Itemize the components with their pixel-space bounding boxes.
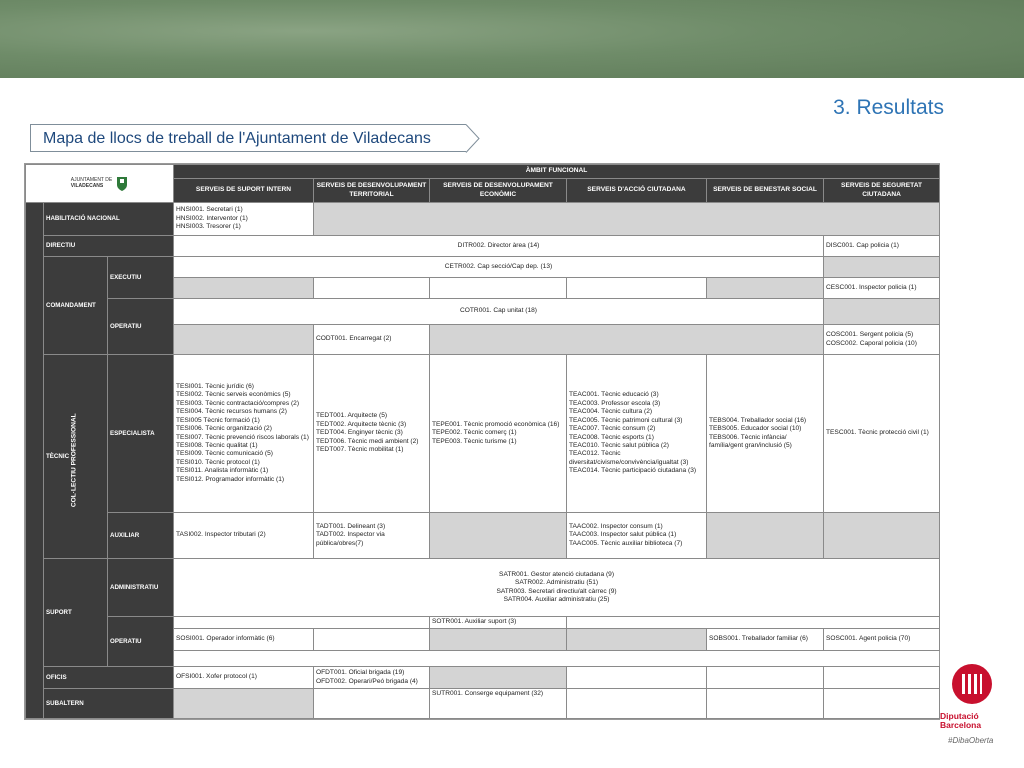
list-item: TESI012. Programador informàtic (1) <box>176 475 285 483</box>
cell-habilitacio-suport <box>174 203 314 236</box>
list-item: TESI005 Tècnic formació (1) <box>176 416 260 424</box>
list-item: TESI011. Analista informàtic (1) <box>176 467 269 475</box>
list-item: TEBS005. Educador social (10) <box>709 425 802 433</box>
list-item: TEAC010. Tècnic salut pública (2) <box>569 441 669 449</box>
col-header-accio: SERVEIS D'ACCIÓ CIUTADANA <box>567 179 707 203</box>
row-comandament: COMANDAMENT <box>44 257 108 355</box>
cell-empty <box>174 689 314 719</box>
row-executiu: EXECUTIU <box>108 257 174 299</box>
row-directiu: DIRECTIU <box>44 236 174 257</box>
list-item: TESI001. Tècnic jurídic (6) <box>176 382 254 390</box>
cell-empty <box>567 617 940 629</box>
list-item: TESI002. Tècnic serveis econòmics (5) <box>176 391 291 399</box>
list-item: TEPE003. Tècnic turisme (1) <box>432 437 517 445</box>
list-item: TEBS004. Treballador social (16) <box>709 416 807 424</box>
col-header-benestar: SERVEIS DE BENESTAR SOCIAL <box>707 179 824 203</box>
row-habilitacio: HABILITACIÓ NACIONAL <box>44 203 174 236</box>
cell-especialista-economic <box>430 355 567 513</box>
list-item: TEDT001. Arquitecte (5) <box>316 412 388 420</box>
viladecans-shield-icon <box>116 176 128 192</box>
cell-executiu-main: CETR002. Cap secció/Cap dep. (13) <box>174 257 824 278</box>
list-item: diversitat/civisme/convivència/igualtat (3) <box>569 458 689 466</box>
list-item: TESI004. Tècnic recursos humans (2) <box>176 408 287 416</box>
row-subaltern: SUBALTERN <box>44 689 174 719</box>
list-item: TESI010. Tècnic protocol (1) <box>176 458 260 466</box>
list-item: TEAC003. Professor escola (3) <box>569 399 661 407</box>
list-item: TADT001. Delineant (3) <box>316 522 386 530</box>
cell-empty <box>824 667 940 689</box>
cell-operatiu-territorial: CODT001. Encarregat (2) <box>314 325 430 355</box>
cell-empty <box>567 278 707 299</box>
top-banner <box>0 0 1024 78</box>
list-item: TADT002. Inspector via <box>316 531 385 539</box>
logo-cell <box>26 165 174 203</box>
list-item: TESI008. Tècnic qualitat (1) <box>176 441 258 449</box>
collectiu-professional-text: COL·LECTIU PROFESSIONAL <box>70 413 78 508</box>
cell-administratiu-main <box>174 559 940 617</box>
list-item: TEDT006. Tècnic medi ambient (2) <box>316 437 419 445</box>
cell-empty <box>314 629 430 651</box>
list-item: TESI007. Tècnic prevenció riscos laborals (1) <box>176 433 309 441</box>
cell-empty <box>567 689 707 719</box>
cell-empty <box>430 513 567 559</box>
cell-executiu-empty <box>824 257 940 278</box>
cell-directiu-seguretat: DISC001. Cap policia (1) <box>824 236 940 257</box>
hashtag: #DibaOberta <box>948 736 994 745</box>
cell-subaltern-economic: SUTR001. Conserge equipament (32) <box>430 689 567 719</box>
cell-empty <box>824 513 940 559</box>
logo-line1: AJUNTAMENT DE <box>70 177 113 183</box>
list-item: TEDT007. Tècnic mobilitat (1) <box>316 446 404 454</box>
list-item: TESI003. Tècnic contractació/compres (2) <box>176 399 300 407</box>
diputacio-name <box>940 712 981 730</box>
list-item: TESI009. Tècnic comunicació (5) <box>176 450 273 458</box>
row-especialista: ESPECIALISTA <box>108 355 174 513</box>
cell-empty <box>174 617 430 629</box>
cell-auxiliar-suport: TASI002. Inspector tributari (2) <box>174 513 314 559</box>
diputacio-name-line1: Diputació <box>940 711 979 721</box>
list-item: TEDT004. Enginyer tècnic (3) <box>316 429 403 437</box>
job-map-table <box>25 164 940 719</box>
cell-empty <box>430 278 567 299</box>
cell-especialista-suport <box>174 355 314 513</box>
list-item: família/gent gran/inclusió (5) <box>709 441 792 449</box>
ambit-header: ÀMBIT FUNCIONAL <box>174 165 940 179</box>
logo-line2: VILADECANS <box>70 182 104 189</box>
row-suport: SUPORT <box>44 559 108 667</box>
list-item: TEAC004. Tècnic cultura (2) <box>569 408 653 416</box>
list-item: SATR002. Administratiu (51) <box>515 579 599 587</box>
cell-empty <box>567 667 707 689</box>
row-oficis: OFICIS <box>44 667 174 689</box>
cell-empty <box>430 629 567 651</box>
cell-empty <box>707 278 824 299</box>
col-header-territorial: SERVEIS DE DESENVOLUPAMENT TERRITORIAL <box>314 179 430 203</box>
list-item: HNSI003. Tresorer (1) <box>176 223 241 231</box>
cell-oficis-territorial <box>314 667 430 689</box>
row-administratiu: ADMINISTRATIU <box>108 559 174 617</box>
cell-operatiu-main: COTR001. Cap unitat (18) <box>174 299 824 325</box>
list-item: SATR001. Gestor atenció ciutadana (9) <box>499 570 615 578</box>
list-item: TEBS006. Tècnic infància/ <box>709 433 787 441</box>
cell-oficis-suport: OFSI001. Xofer protocol (1) <box>174 667 314 689</box>
row-operatiu: OPERATIU <box>108 299 174 355</box>
list-item: TEAC007. Tècnic consum (2) <box>569 425 656 433</box>
list-item: TAAC005. Tècnic auxiliar biblioteca (7) <box>569 539 683 547</box>
col-header-suport: SERVEIS DE SUPORT INTERN <box>174 179 314 203</box>
slide-title: 3. Resultats <box>833 96 944 119</box>
cell-empty <box>430 325 824 355</box>
list-item: HNSI002. Interventor (1) <box>176 214 248 222</box>
col-header-seguretat: SERVEIS DE SEGURETAT CIUTADANA <box>824 179 940 203</box>
list-item: TEPE001. Tècnic promoció econòmica (16) <box>432 420 560 428</box>
cell-operatiu-suport-economic: SOTR001. Auxiliar suport (3) <box>430 617 567 629</box>
list-item: TEDT002. Arquitecte tècnic (3) <box>316 420 407 428</box>
cell-empty <box>174 325 314 355</box>
cell-empty <box>314 689 430 719</box>
cell-operatiu-empty <box>824 299 940 325</box>
cell-directiu-main: DITR002. Director àrea (14) <box>174 236 824 257</box>
cell-empty <box>707 667 824 689</box>
job-map-document <box>24 163 940 720</box>
list-item: SATR004. Auxiliar administratiu (25) <box>503 595 610 603</box>
cell-especialista-accio <box>567 355 707 513</box>
cell-operatiu-suport-seguretat: SOSC001. Agent policia (70) <box>824 629 940 651</box>
cell-operatiu-suport-benestar: SOBS001. Treballador familiar (6) <box>707 629 824 651</box>
cell-empty <box>174 278 314 299</box>
cell-especialista-territorial <box>314 355 430 513</box>
list-item: OFDT002. Operari/Peó brigada (4) <box>316 677 418 685</box>
cell-especialista-benestar <box>707 355 824 513</box>
list-item: TESI006. Tècnic organització (2) <box>176 425 272 433</box>
list-item: TEAC005. Tècnic patrimoni cultural (3) <box>569 416 683 424</box>
list-item: COSC002. Caporal policia (10) <box>826 339 917 347</box>
cell-habilitacio-empty <box>314 203 940 236</box>
row-tecnic: TÈCNIC <box>44 355 108 559</box>
cell-auxiliar-territorial <box>314 513 430 559</box>
col-header-economic: SERVEIS DE DESENVOLUPAMENT ECONÒMIC <box>430 179 567 203</box>
diputacio-name-line2: Barcelona <box>940 719 982 730</box>
list-item: HNSI001. Secretari (1) <box>176 206 243 214</box>
cell-especialista-seguretat: TESC001. Tècnic protecció civil (1) <box>824 355 940 513</box>
cell-empty <box>707 513 824 559</box>
list-item: SATR003. Secretari directiu/alt càrrec (9) <box>496 587 617 595</box>
list-item: TEPE002. Tècnic comerç (1) <box>432 429 517 437</box>
list-item: TEAC014. Tècnic participació ciutadana (3) <box>569 467 697 475</box>
cell-empty <box>824 689 940 719</box>
cell-empty <box>314 278 430 299</box>
list-item: TEAC001. Tècnic educació (3) <box>569 391 659 399</box>
cell-executiu-seguretat: CESC001. Inspector policia (1) <box>824 278 940 299</box>
row-auxiliar: AUXILIAR <box>108 513 174 559</box>
list-item: TAAC002. Inspector consum (1) <box>569 522 663 530</box>
cell-operatiu-suport-suport: SOSI001. Operador informàtic (6) <box>174 629 314 651</box>
cell-empty <box>430 667 567 689</box>
list-item: TEAC012. Tècnic <box>569 450 621 458</box>
list-item: pública/obres(7) <box>316 539 364 547</box>
cell-operatiu-seguretat <box>824 325 940 355</box>
row-operatiu-suport: OPERATIU <box>108 617 174 667</box>
slide-subtitle: Mapa de llocs de treball de l'Ajuntament de Viladecans <box>30 124 466 152</box>
list-item: TAAC003. Inspector salut pública (1) <box>569 531 677 539</box>
cell-empty <box>707 689 824 719</box>
list-item: COSC001. Sergent policia (5) <box>826 331 914 339</box>
list-item: OFDT001. Oficial brigada (19) <box>316 669 405 677</box>
list-item: TEAC008. Tècnic esports (1) <box>569 433 654 441</box>
cell-empty <box>567 629 707 651</box>
cell-auxiliar-accio <box>567 513 707 559</box>
